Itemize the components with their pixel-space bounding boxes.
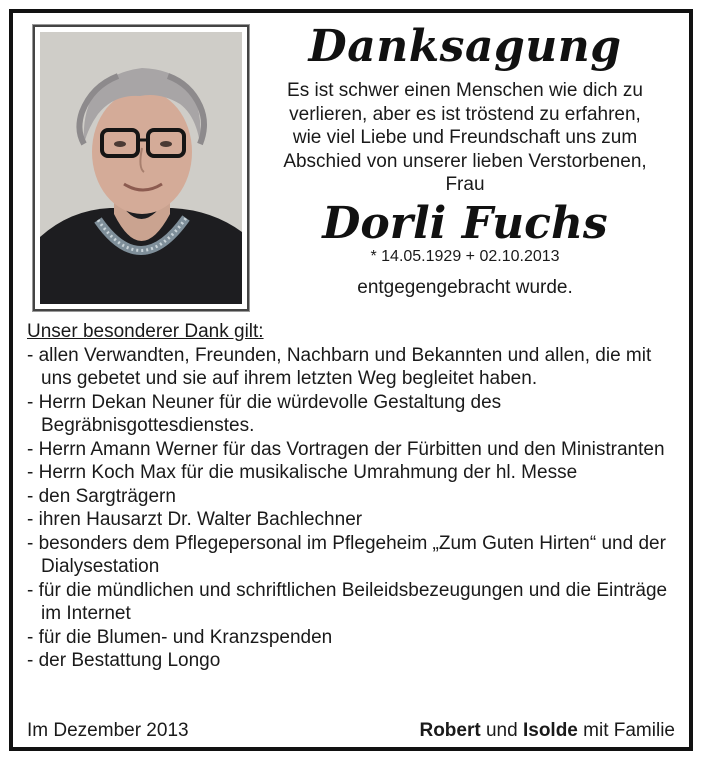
outro-text: entgegengebracht wurde.: [357, 276, 573, 298]
list-item: - für die mündlichen und schriftlichen Beileidsbezeugungen und die Einträge im Internet: [27, 579, 668, 624]
obituary-card: [9, 9, 693, 751]
intro-line: wie viel Liebe und Freundschaft uns zum: [292, 127, 638, 148]
page-title: Danksagung: [308, 21, 622, 72]
list-item: - für die Blumen- und Kranzspenden: [27, 626, 333, 648]
portrait-photo: [40, 32, 242, 304]
list-item: - besonders dem Pflegepersonal im Pflegeheim „Zum Guten Hirten“ und der Dialysestation: [27, 532, 666, 577]
header-column: [259, 13, 671, 299]
list-item: - allen Verwandten, Freunden, Nachbarn und Bekannten und allen, die mit uns gebetet und sie auf ihrem letzten Weg begleitet haben.: [27, 344, 652, 389]
life-dates: * 14.05.1929 + 02.10.2013: [370, 247, 560, 265]
thanks-section: [27, 320, 677, 673]
portrait-frame: [33, 25, 249, 311]
list-item: - Herrn Dekan Neuner für die würdevolle Gestaltung des Begräbnisgottesdienstes.: [27, 391, 502, 436]
signature-connector-2: mit Familie: [577, 720, 675, 741]
list-item: - der Bestattung Longo: [27, 650, 221, 671]
deceased-name: Dorli Fuchs: [322, 197, 608, 249]
signature-name-2: Isolde: [522, 720, 578, 741]
intro-line: Abschied von unserer lieben Verstorbenen,: [283, 150, 647, 172]
signature-name-1: Robert: [419, 720, 481, 741]
list-item: - Herrn Koch Max für die musikalische Umrahmung der hl. Messe: [27, 462, 578, 483]
footer-date: Im Dezember 2013: [27, 720, 189, 741]
signature-connector-1: und: [480, 720, 523, 741]
thanks-heading: Unser besonderer Dank gilt:: [27, 321, 264, 342]
footer-signature: [419, 720, 675, 742]
list-item: - den Sargträgern: [27, 485, 176, 507]
intro-text: [259, 79, 671, 197]
intro-line: Es ist schwer einen Menschen wie dich zu: [287, 80, 643, 101]
intro-line: Frau: [445, 174, 485, 195]
portrait-illustration: [40, 32, 242, 304]
intro-line: verlieren, aber es ist tröstend zu erfahren,: [289, 103, 641, 125]
thanks-list: [27, 344, 677, 673]
list-item: - Herrn Amann Werner für das Vortragen der Fürbitten und den Ministranten: [27, 438, 665, 460]
list-item: - ihren Hausarzt Dr. Walter Bachlechner: [27, 509, 363, 530]
